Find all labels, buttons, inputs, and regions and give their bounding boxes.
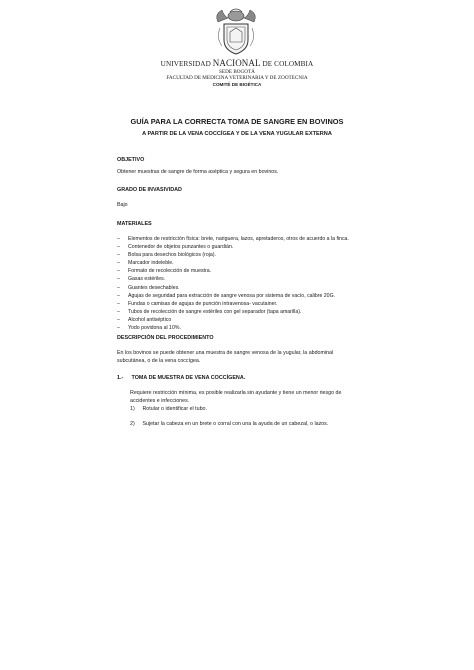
objetivo-text: Obtener muestras de sangre de forma aséptica y segura en bovinos. [117, 169, 279, 175]
section-1-text-line1: Requiere restricción mínima, es posible realizarla sin ayudante y tiene un menor riesgo de [130, 390, 342, 396]
university-name [0, 58, 474, 68]
university-crest-icon [210, 6, 262, 58]
sede-name: SEDE BOGOTÁ [219, 69, 255, 75]
university-suffix: DE COLOMBIA [262, 60, 314, 68]
step-number: 1) [130, 406, 135, 412]
materiales-heading: MATERIALES [117, 221, 152, 227]
document-subtitle: A PARTIR DE LA VENA COCCÍGEA Y DE LA VENA YUGULAR EXTERNA [142, 131, 332, 137]
materiales-list [117, 235, 377, 332]
section-1-text-line2: accidentes e infecciones. [130, 398, 190, 404]
list-item: – Gasas estériles. [117, 275, 377, 283]
section-title: TOMA DE MUESTRA DE VENA COCCÍGENA. [131, 375, 246, 381]
procedimiento-intro-line1: En los bovinos se puede obtener una muestra de sangre venosa de la yugular, la abdominal [117, 350, 334, 356]
list-item: – Agujas de seguridad para extracción de sangre venosa por sistema de vacío, calibre 20G. [117, 292, 377, 300]
list-item: – Bolsa para desechos biológicos (roja). [117, 251, 377, 259]
section-number: 1.- [117, 375, 124, 381]
faculty-name: FACULTAD DE MEDICINA VETERINARIA Y DE ZOOTECNIA [166, 75, 308, 81]
objetivo-heading: OBJETIVO [117, 157, 145, 163]
section-1-heading [117, 375, 245, 381]
university-main: NACIONAL [212, 58, 261, 68]
university-prefix: UNIVERSIDAD [160, 60, 211, 68]
list-item: – Tubos de recolección de sangre estériles con gel separador (tapa amarilla). [117, 308, 377, 316]
procedimiento-heading: DESCRIPCIÓN DEL PROCEDIMIENTO [117, 335, 214, 341]
procedimiento-intro [117, 349, 377, 365]
document-title: GUÍA PARA LA CORRECTA TOMA DE SANGRE EN BOVINOS [130, 117, 344, 126]
section-1-text [130, 389, 360, 405]
step-2 [130, 421, 328, 427]
list-item: – Fundas o camisas de agujas de punción intravenosa- vacutainer. [117, 300, 377, 308]
list-item: – Marcador indeleble. [117, 259, 377, 267]
list-item: – Formato de recolección de muestra. [117, 267, 377, 275]
list-item: – Alcohol antiséptico [117, 316, 377, 324]
invasividad-text: Bajo [117, 202, 128, 208]
list-item: – Contenedor de objetos punzantes o guardián. [117, 243, 377, 251]
step-number: 2) [130, 421, 135, 427]
invasividad-heading: GRADO DE INVASIVIDAD [117, 187, 182, 193]
committee-name: COMITÉ DE BIOÉTICA [212, 82, 262, 87]
list-item: – Elementos de restricción física: brete, nariguera, lazos, apretaderos, otros de acuerdo a la finca. [117, 235, 377, 243]
step-text: Sujetar la cabeza en un brete o corral con una la ayuda de un cabezal, o lazos. [142, 421, 329, 427]
list-item: – Guantes desechables. [117, 284, 377, 292]
procedimiento-intro-line2: subcutánea, o de la vena coccígea. [117, 358, 201, 364]
step-1 [130, 406, 207, 412]
step-text: Rotular o identificar el tubo. [142, 406, 207, 412]
list-item: – Yodo povidona al 10%. [117, 324, 377, 332]
